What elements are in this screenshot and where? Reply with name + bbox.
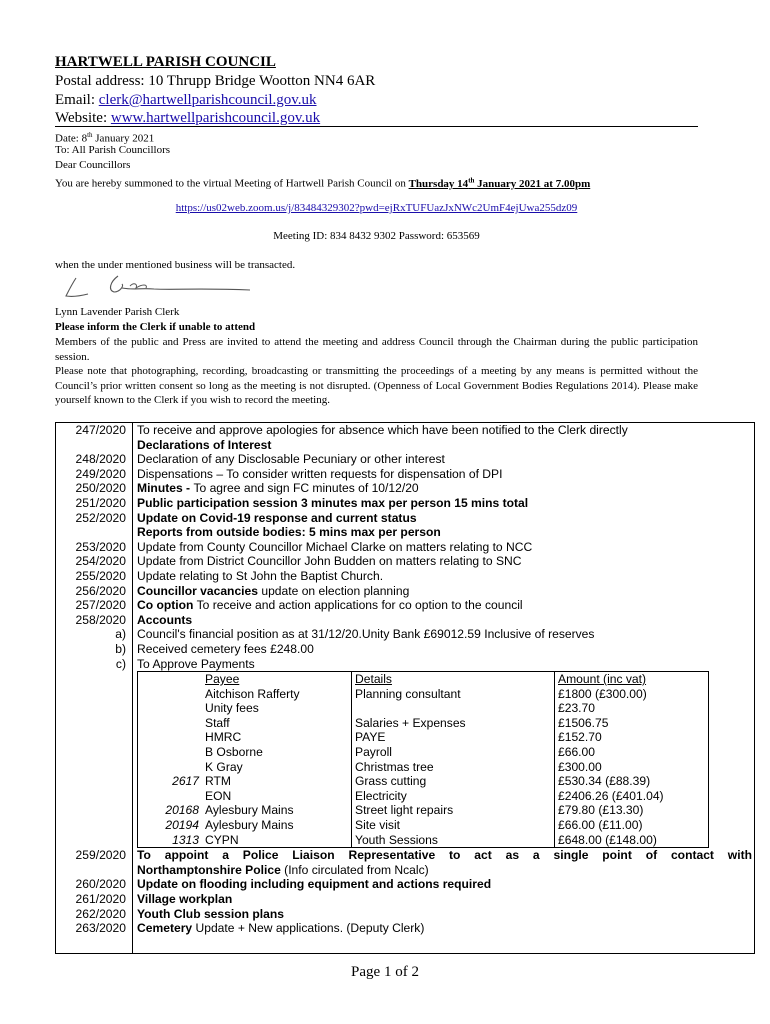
- payment-amount: £66.00 (£11.00): [555, 818, 709, 833]
- payment-details: PAYE: [352, 730, 555, 745]
- agenda-number: 252/2020: [56, 511, 133, 526]
- payment-row: [138, 760, 709, 775]
- payment-payee: Aylesbury Mains: [202, 818, 352, 833]
- signatory: Lynn Lavender Parish Clerk: [55, 306, 180, 318]
- payment-code: 1313: [138, 833, 203, 848]
- public-paragraph: Members of the public and Press are invited to attend the meeting and address Council through the Chairman during the public participation session.: [55, 336, 698, 363]
- agenda-item: Co option To receive and action applications for co option to the council: [133, 598, 755, 613]
- agenda-number: 254/2020: [56, 554, 133, 569]
- agenda-item: Update on flooding including equipment and actions required: [133, 877, 755, 892]
- agenda-item: Declarations of Interest: [133, 438, 755, 453]
- payment-code: [138, 716, 203, 731]
- agenda-number: 262/2020: [56, 907, 133, 922]
- payment-details: Electricity: [352, 789, 555, 804]
- payment-payee: Staff: [202, 716, 352, 731]
- agenda-item: Update from District Councillor John Budden on matters relating to SNC: [133, 554, 755, 569]
- agenda-row: [56, 438, 755, 453]
- payment-code: 20168: [138, 803, 203, 818]
- website-link[interactable]: www.hartwellparishcouncil.gov.uk: [110, 110, 321, 126]
- payment-amount: £530.34 (£88.39): [555, 774, 709, 789]
- letter-salutation: Dear Councillors: [55, 159, 131, 171]
- agenda-row: [56, 848, 755, 877]
- letter-to: To: All Parish Councillors: [55, 144, 171, 156]
- agenda-row: [56, 569, 755, 584]
- payment-details: Salaries + Expenses: [352, 716, 555, 731]
- payment-amount: £1506.75: [555, 716, 709, 731]
- agenda-table: [55, 422, 755, 954]
- payment-amount: £648.00 (£148.00): [555, 833, 709, 848]
- email-link[interactable]: clerk@hartwellparishcouncil.gov.uk: [98, 92, 317, 108]
- payment-row: [138, 774, 709, 789]
- agenda-row: [56, 921, 755, 954]
- agenda-item: Cemetery Update + New applications. (Deputy Clerk): [133, 921, 755, 954]
- payment-details: Payroll: [352, 745, 555, 760]
- payment-code: [138, 687, 203, 702]
- agenda-row: [56, 511, 755, 526]
- agenda-number: 259/2020: [56, 848, 133, 877]
- agenda-row: [56, 892, 755, 907]
- business-line: when the under mentioned business will be transacted.: [55, 259, 296, 271]
- payment-row: [138, 701, 709, 716]
- agenda-row: [56, 877, 755, 892]
- payment-code: [138, 701, 203, 716]
- agenda-number: b): [56, 642, 133, 657]
- payment-row: [138, 745, 709, 760]
- agenda-item: Public participation session 3 minutes max per person 15 mins total: [133, 496, 755, 511]
- agenda-row: [56, 657, 755, 849]
- payment-details: Christmas tree: [352, 760, 555, 775]
- agenda-row: [56, 525, 755, 540]
- agenda-item: Minutes - To agree and sign FC minutes of 10/12/20: [133, 481, 755, 496]
- page-number: Page 1 of 2: [351, 964, 419, 980]
- agenda-row: [56, 627, 755, 642]
- meeting-datetime: Thursday 14th January 2021 at 7.00pm: [408, 176, 591, 190]
- payment-code: [138, 745, 203, 760]
- payment-row: [138, 833, 709, 848]
- agenda-item: To receive and approve apologies for absence which have been notified to the Clerk directly: [133, 423, 755, 438]
- agenda-number: 257/2020: [56, 598, 133, 613]
- agenda-number: 249/2020: [56, 467, 133, 482]
- payment-details: Site visit: [352, 818, 555, 833]
- agenda-row: [56, 554, 755, 569]
- meeting-link-line: [55, 201, 698, 216]
- payment-details: Grass cutting: [352, 774, 555, 789]
- agenda-number: 263/2020: [56, 921, 133, 954]
- agenda-row: [56, 452, 755, 467]
- payment-row: [138, 687, 709, 702]
- clerk-signature: [62, 270, 252, 304]
- agenda-number: 261/2020: [56, 892, 133, 907]
- payment-payee: B Osborne: [202, 745, 352, 760]
- payment-code: 2617: [138, 774, 203, 789]
- agenda-row: [56, 481, 755, 496]
- agenda-number: 256/2020: [56, 584, 133, 599]
- payment-code: [138, 730, 203, 745]
- payment-payee: CYPN: [202, 833, 352, 848]
- agenda-number: 250/2020: [56, 481, 133, 496]
- agenda-number: c): [56, 657, 133, 849]
- payment-payee: Aitchison Rafferty: [202, 687, 352, 702]
- payment-details: Street light repairs: [352, 803, 555, 818]
- agenda-row: [56, 496, 755, 511]
- agenda-item: To appoint a Police Liaison Representative to act as a single point of contact with Northamptonshire Police (Info circulated from Ncalc): [133, 848, 755, 877]
- payment-payee: HMRC: [202, 730, 352, 745]
- payment-payee: Unity fees: [202, 701, 352, 716]
- payments-table: [137, 671, 709, 848]
- payments-header-row: [138, 672, 709, 687]
- payment-code: [138, 789, 203, 804]
- letter-date: Date: 8th January 2021: [55, 131, 155, 145]
- agenda-number: 260/2020: [56, 877, 133, 892]
- payment-amount: £23.70: [555, 701, 709, 716]
- amount-header: Amount (inc vat): [558, 672, 647, 687]
- payment-code: [138, 760, 203, 775]
- agenda-item: Council's financial position as at 31/12/20.Unity Bank £69012.59 Inclusive of reserves: [133, 627, 755, 642]
- agenda-row: [56, 423, 755, 438]
- payment-payee: Aylesbury Mains: [202, 803, 352, 818]
- agenda-item: Update relating to St John the Baptist Church.: [133, 569, 755, 584]
- agenda-row: [56, 540, 755, 555]
- website-line: [55, 108, 320, 128]
- postal-address: Postal address: 10 Thrupp Bridge Wootton NN4 6AR: [55, 73, 376, 89]
- email-line: [55, 90, 317, 110]
- meeting-id: Meeting ID: 834 8432 9302 Password: 653569: [273, 230, 480, 242]
- agenda-item: To Approve Payments Payee Details Amount (inc vat) Aitchison Rafferty Planning consultant £1800 (£300.00) Unity fees £23.70 Staff Salaries + Expenses £1506.75 HMRC PAYE £152.70 B Osborne Payroll £66.00 K Gray Christmas tree £300.00 2617 RTM Grass cutting £530.34 (£88.39) EON Electricity £2406.26 (£401.04) 20168 Aylesbury Mains Street light repairs £79.80 (£13.30) 20194 Aylesbury Mains Site visit £66.00 (£11.00) 1313 CYPN Youth Sessions £648.00 (£148.00): [133, 657, 755, 849]
- agenda-number: 258/2020: [56, 613, 133, 628]
- payment-amount: £152.70: [555, 730, 709, 745]
- agenda-row: [56, 598, 755, 613]
- payment-row: [138, 789, 709, 804]
- agenda-number: 251/2020: [56, 496, 133, 511]
- details-header: Details: [355, 672, 392, 687]
- payment-amount: £300.00: [555, 760, 709, 775]
- agenda-number: 255/2020: [56, 569, 133, 584]
- agenda-row: [56, 467, 755, 482]
- agenda-row: [56, 642, 755, 657]
- agenda-number: 253/2020: [56, 540, 133, 555]
- agenda-row: [56, 907, 755, 922]
- payment-amount: £79.80 (£13.30): [555, 803, 709, 818]
- agenda-item: Accounts: [133, 613, 755, 628]
- agenda-item: Councillor vacancies update on election planning: [133, 584, 755, 599]
- agenda-item: Declaration of any Disclosable Pecuniary or other interest: [133, 452, 755, 467]
- inform-notice: Please inform the Clerk if unable to attend: [55, 321, 256, 333]
- agenda-number: 248/2020: [56, 452, 133, 467]
- payment-details: Youth Sessions: [352, 833, 555, 848]
- payment-payee: EON: [202, 789, 352, 804]
- payment-details: Planning consultant: [352, 687, 555, 702]
- payment-payee: K Gray: [202, 760, 352, 775]
- email-label: Email:: [55, 92, 99, 108]
- website-label: Website:: [55, 110, 111, 126]
- payment-amount: £66.00: [555, 745, 709, 760]
- agenda-item: Village workplan: [133, 892, 755, 907]
- agenda-item: Dispensations – To consider written requests for dispensation of DPI: [133, 467, 755, 482]
- agenda-row: [56, 584, 755, 599]
- payment-row: [138, 818, 709, 833]
- payment-code: 20194: [138, 818, 203, 833]
- payment-details: [352, 701, 555, 716]
- agenda-item: Youth Club session plans: [133, 907, 755, 922]
- agenda-number: a): [56, 627, 133, 642]
- payment-row: [138, 803, 709, 818]
- summons-line: You are hereby summoned to the virtual Meeting of Hartwell Parish Council on Thursday 14th January 2021 at 7.00pm: [55, 176, 591, 190]
- meeting-link[interactable]: https://us02web.zoom.us/j/83484329302?pwd=ejRxTUFUazJxNWc2UmF4ejUwa255dz09: [175, 202, 578, 214]
- payment-amount: £2406.26 (£401.04): [555, 789, 709, 804]
- agenda-item: Update on Covid-19 response and current status: [133, 511, 755, 526]
- recording-paragraph: Please note that photographing, recording, broadcasting or transmitting the proceedings of a meeting by any means is permitted without the Council’s prior written consent so long as the meeting is not disrupted. (Openness of Local Government Bodies Regulations 2014). Please make yourself known to the Clerk if you wish to record the meeting.: [55, 365, 698, 407]
- agenda-item: Reports from outside bodies: 5 mins max per person: [133, 525, 755, 540]
- agenda-number: 247/2020: [56, 423, 133, 438]
- payment-row: [138, 730, 709, 745]
- agenda-item: Received cemetery fees £248.00: [133, 642, 755, 657]
- agenda-item: Update from County Councillor Michael Clarke on matters relating to NCC: [133, 540, 755, 555]
- agenda-row: [56, 613, 755, 628]
- org-name: HARTWELL PARISH COUNCIL: [55, 54, 276, 70]
- payment-row: [138, 716, 709, 731]
- header-divider: [55, 126, 698, 127]
- payee-header: Payee: [205, 672, 240, 687]
- payment-payee: RTM: [202, 774, 352, 789]
- payment-amount: £1800 (£300.00): [555, 687, 709, 702]
